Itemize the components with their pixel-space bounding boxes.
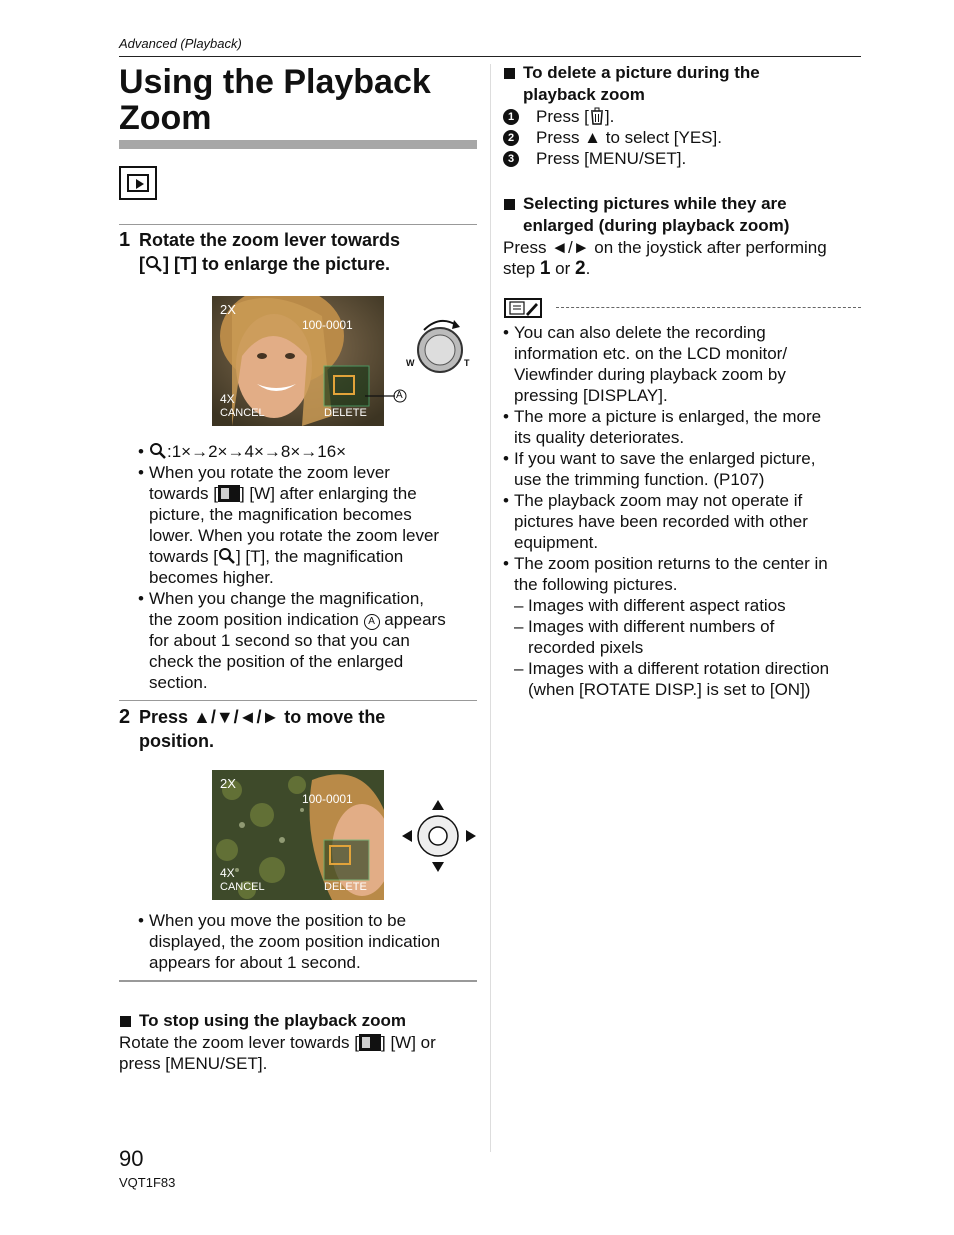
stop-section — [119, 1010, 479, 1074]
magnifier-icon — [218, 547, 236, 565]
page-title: Using the Playback Zoom — [119, 63, 431, 137]
zoom-lever-bullet: • When you rotate the zoom lever towards [ ] [W] after enlarging the picture, the magnification becomes lower. When you rotate the zoom lever towards [ ] [T], the magnification becomes higher. — [138, 462, 478, 588]
photo2-delete-label: DELETE — [324, 881, 367, 893]
photo1-magnification-bottom: 4X — [220, 392, 235, 406]
step2-rule — [119, 700, 477, 701]
photo2-file-number: 100-0001 — [302, 792, 353, 806]
note-item: • The more a picture is enlarged, the more its quality deteriorates. — [503, 406, 861, 448]
move-position-bullet: • When you move the position to be displayed, the zoom position indication appears for about 1 second. — [138, 910, 478, 973]
photo2-magnification-top: 2X — [220, 776, 236, 791]
note-item: • You can also delete the recording information etc. on the LCD monitor/ Viewfinder during playback zoom by pressing [DISPLAY]. — [503, 322, 861, 406]
step2-text-b: position. — [139, 731, 214, 751]
delete-heading: To delete a picture during the playback zoom — [503, 62, 863, 106]
step1-rule — [119, 224, 477, 225]
note-subitem: – Images with a different rotation direction (when [ROTATE DISP.] is set to [ON]) — [514, 658, 861, 700]
note-subitem: – Images with different numbers of recorded pixels — [514, 616, 861, 658]
callout-a-label: A — [396, 390, 403, 401]
magnifier-icon — [145, 255, 163, 273]
note-item: • The zoom position returns to the center in the following pictures. — [503, 553, 861, 595]
note-item: • The playback zoom may not operate if pictures have been recorded with other equipment. — [503, 490, 861, 553]
zoom-sequence-item: • :1×→2×→4×→8×→16× — [138, 441, 478, 462]
photo2-magnification-bottom: 4X — [220, 866, 235, 880]
select-section — [503, 193, 863, 279]
step2-number: 2 — [119, 706, 131, 728]
step2-bottom-rule — [119, 980, 477, 982]
select-text: Press ◄/► on the joystick after performing step 1 or 2. — [503, 238, 827, 279]
page-number: 90 — [119, 1146, 144, 1171]
step2-bullets — [138, 910, 478, 973]
stop-text: Rotate the zoom lever towards [ ] [W] or press [MENU/SET]. — [119, 1033, 436, 1073]
note-dashed-line — [556, 307, 861, 308]
step1-text-a: Rotate the zoom lever towards — [139, 230, 401, 250]
notes-list — [503, 322, 861, 700]
photo1-file-number: 100-0001 — [302, 318, 353, 332]
photo1-cancel-label: CANCEL — [220, 407, 265, 419]
photo1-magnification-top: 2X — [220, 302, 236, 317]
model-code: VQT1F83 — [119, 1175, 176, 1190]
note-sublist — [503, 595, 861, 700]
wide-thumbnail-icon — [359, 1034, 381, 1051]
delete-step-3: 3 Press [MENU/SET]. — [503, 148, 863, 169]
column-divider — [490, 64, 491, 1152]
wide-thumbnail-icon — [218, 485, 240, 502]
trash-icon — [589, 107, 605, 125]
lever-w-label: W — [406, 358, 415, 368]
joystick-icon — [400, 798, 480, 874]
step2-heading — [119, 705, 477, 753]
header-rule — [119, 56, 861, 57]
delete-step-1: 1 Press [ ]. — [503, 106, 863, 127]
step1-number: 1 — [119, 229, 131, 251]
zoom-photo-1 — [212, 296, 384, 426]
step1-heading — [119, 228, 477, 276]
magnification-bullet: • When you change the magnification, the zoom position indication A appears for about 1 second so that you can check the position of the enlarged section. — [138, 588, 478, 693]
photo1-delete-label: DELETE — [324, 407, 367, 419]
step1-text-b: [ ] [T] to enlarge the picture. — [139, 254, 391, 274]
note-icon — [504, 298, 542, 318]
delete-section — [503, 62, 863, 169]
zoom-photo-2 — [212, 770, 384, 900]
zoom-lever-icon — [360, 312, 480, 422]
stop-heading: To stop using the playback zoom — [119, 1010, 479, 1032]
callout-a-marker: A — [364, 614, 380, 630]
select-heading: Selecting pictures while they are enlarged (during playback zoom) — [503, 193, 863, 237]
step1-bullets — [138, 441, 478, 693]
delete-step-2: 2 Press ▲ to select [YES]. — [503, 127, 863, 148]
step2-text-a: Press ▲/▼/◄/► to move the — [139, 707, 386, 727]
lever-t-label: T — [464, 358, 470, 368]
photo2-cancel-label: CANCEL — [220, 881, 265, 893]
note-subitem: – Images with different aspect ratios — [514, 595, 861, 616]
note-item: • If you want to save the enlarged picture, use the trimming function. (P107) — [503, 448, 861, 490]
title-underline — [119, 140, 477, 149]
section-tag: Advanced (Playback) — [119, 36, 242, 51]
magnifier-icon — [149, 442, 167, 460]
playback-mode-icon — [119, 166, 157, 200]
